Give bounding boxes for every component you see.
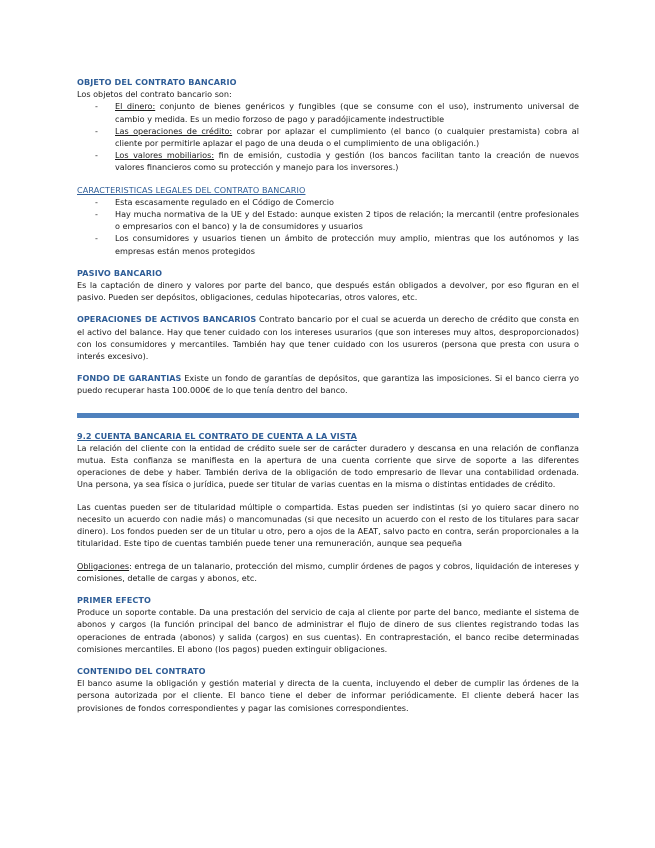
term: Los valores mobiliarios: [115,150,215,161]
fondo-text: Existe un fondo de garantías de depósitos, que garantiza las imposiciones. Si el banco cierra yo puedo recuperar hasta 100.000€ de lo que tenía dentro del banco. [77,373,580,396]
section-primer [77,594,579,655]
section-caracteristicas [77,184,579,257]
obligaciones-text: : entrega de un talanario, protección del mismo, cumplir órdenes de pagos y cobros, liquidación de intereses y comisiones, detalle de cargas y abonos, etc. [77,560,579,583]
list-item: - Hay mucha normativa de la UE y del Estado: aunque existen 2 tipos de relación; la mercantil (entre profesionales o empresarios con el banco) y la de consumidores y usuarios [115,208,579,232]
list-item [115,149,579,173]
heading-pasivo: PASIVO BANCARIO [77,267,163,278]
cuenta-p1: La relación del cliente con la entidad de crédito suele ser de carácter duradero y descansa en una relación de confianza mutua. Esta confianza se manifiesta en la apertura de una cuenta corriente que sirve de soporte a las diferentes operaciones de debe y haber. También deriva de la obligación de todo empresario de llevar una contabilidad ordenada. Una persona, ya sea física o jurídica, puede ser titular de varias cuentas en la misma o distintas entidades de crédito. [77,442,579,490]
term: Las operaciones de crédito: [115,125,233,136]
section-divider [77,413,579,418]
section-fondo [77,372,579,396]
objeto-intro: Los objetos del contrato bancario son: [77,89,232,100]
list-item [115,125,579,149]
caracteristicas-list [77,196,579,257]
fondo-paragraph [77,372,579,396]
section-cuenta [77,430,579,584]
list-item [115,100,579,124]
list-item: - Esta escasamente regulado en el Código de Comercio [115,196,579,208]
section-contenido [77,665,579,714]
section-pasivo [77,267,579,304]
term: Obligaciones [77,560,130,571]
activos-paragraph [77,313,579,362]
item-text: conjunto de bienes genéricos y fungibles (que se consume con el uso), instrumento universal de cambio y medida. Es un medio forzoso de pago y paradójicamente indestructible [115,101,579,124]
term: El dinero: [115,101,156,112]
activos-text: Contrato bancario por el cual se acuerda un derecho de crédito que consta en el activo del balance. Hay que tener cuidado con los intereses usurarios (que son intereses muy altos, desproporcionados) con los consumidores y mercantiles. También hay que tener cuidado con los usureros (persona que presta con usura o interés excesivo). [77,314,579,362]
heading-primer: PRIMER EFECTO [77,594,152,605]
heading-caracteristicas: CARACTERISTICAS LEGALES DEL CONTRATO BANCARIO [77,184,306,195]
pasivo-text: Es la captación de dinero y valores por parte del banco, que después están obligados a devolver, por eso figuran en el pasivo. Pueden ser depósitos, obligaciones, cedulas hipotecarias, otros valores, etc. [77,280,579,303]
objeto-list [77,100,579,173]
heading-cuenta: 9.2 CUENTA BANCARIA EL CONTRATO DE CUENTA A LA VISTA [77,430,358,441]
primer-text: Produce un soporte contable. Da una prestación del servicio de caja al cliente por parte del banco, mediante el sistema de abonos y cargos (la función principal del banco de administrar el flujo de dinero de sus clientes registrando todas las operaciones de entrada (abonos) y salida (cargos) en sus cuentas). En contraprestación, el banco recibe determinadas comisiones mercantiles. El abono (los pagos) pueden extinguir obligaciones. [77,607,579,654]
heading-fondo: FONDO DE GARANTIAS [77,373,182,384]
section-activos [77,313,579,362]
cuenta-obligaciones [77,560,579,584]
list-item: - Los consumidores y usuarios tienen un ámbito de protección muy amplio, mientras que los autónomos y las empresas están menos protegidos [115,232,579,256]
heading-objeto: OBJETO DEL CONTRATO BANCARIO [77,77,237,87]
heading-activos: OPERACIONES DE ACTIVOS BANCARIOS [77,314,257,325]
item-text: fin de emisión, custodia y gestión (los bancos facilitan tanto la creación de nuevos valores financieros como su protección y manejo para los inversores.) [115,150,579,173]
cuenta-p2: Las cuentas pueden ser de titularidad múltiple o compartida. Estas pueden ser indistintas (si yo quiero sacar dinero no necesito un acuerdo con nadie más) o mancomunadas (si que necesito un acuerdo con el resto de los titulares para sacar dinero). Los fondos pueden ser de un titular u otro, pero a ojos de la AEAT, salvo pacto en contra, serán proporcionales a la titularidad. Este tipo de cuentas también puede tener una remuneración, aunque sea pequeña [77,501,579,549]
contenido-text: El banco asume la obligación y gestión material y directa de la cuenta, incluyendo el deber de cumplir las órdenes de la persona autorizada por el cliente. El banco tiene el deber de informar periódicamente. El cliente deberá hacer las provisiones de fondos correspondientes y pagar las comisiones correspondientes. [77,678,579,713]
heading-contenido: CONTENIDO DEL CONTRATO [77,665,206,676]
item-text: cobrar por aplazar el cumplimiento (el banco (o cualquier prestamista) cobra al cliente por permitirle aplazar el pago de una deuda o el cumplimiento de una obligación.) [115,125,579,149]
section-objeto [77,76,579,174]
